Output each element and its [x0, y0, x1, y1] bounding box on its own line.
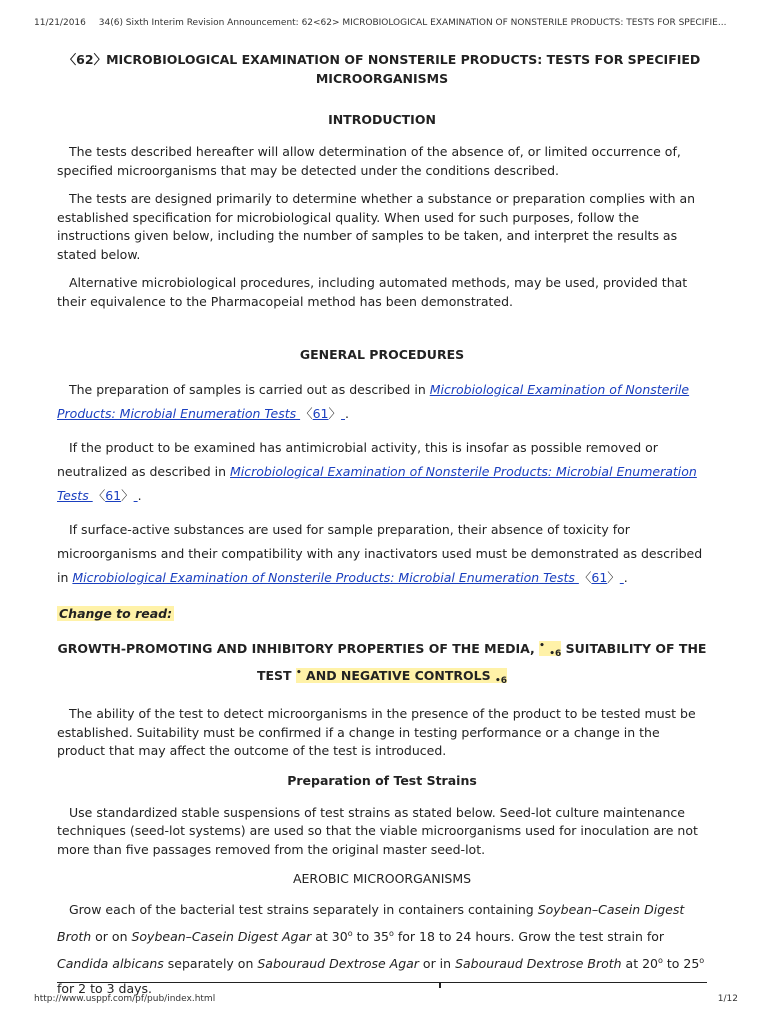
gp-paragraph-1: The preparation of samples is carried out as described in Microbiological Examination of Nonsterile Products: Microbial Enumeration Tests 〈61〉 . [57, 382, 690, 421]
intro-paragraph-3: Alternative microbiological procedures, including automated methods, may be used, provided that their equivalence to the Pharmacopeial method has been demonstrated. [57, 275, 688, 309]
revision-mark-start: • $_{•6}$ [539, 641, 562, 660]
revision-highlight: • AND NEGATIVE CONTROLS $_{•6}$ [295, 668, 507, 687]
page-number: 1/12 [717, 994, 738, 1004]
aerobic-heading: AEROBIC MICROORGANISMS [292, 871, 472, 887]
document-body [57, 50, 707, 1011]
change-to-read-label: Change to read: [59, 606, 173, 621]
print-header [34, 18, 754, 28]
document-title: 〈62〉MICROBIOLOGICAL EXAMINATION OF NONSTERILE PRODUCTS: TESTS FOR SPECIFIED MICROORGANISMS [63, 52, 701, 86]
test-strains-paragraph: Use standardized stable suspensions of test strains as stated below. Seed-lot culture maintenance techniques (seed-lot systems) are used so that the viable microorganisms used for inoculation are not more than five passages removed from the original master seed-lot. [57, 804, 698, 857]
link-chapter-61-2[interactable]: 61 [105, 488, 122, 503]
footer-url: http://www.usppf.com/pf/pub/index.html [34, 994, 216, 1004]
intro-paragraph-1: The tests described hereafter will allow determination of the absence of, or limited occurrence of, specified microorganisms that may be detected under the conditions described. [57, 144, 681, 178]
link-microbial-enumeration-tests-3[interactable]: Microbiological Examination of Nonsterile Products: Microbial Enumeration Tests [72, 570, 579, 585]
test-strains-heading: Preparation of Test Strains [287, 772, 477, 788]
print-title: 34(6) Sixth Interim Revision Announcement: 62<62> MICROBIOLOGICAL EXAMINATION OF NONSTERILE PRODUCTS: TESTS FOR SPECIFIE... [98, 18, 727, 28]
table-column-divider [439, 982, 441, 988]
growth-promoting-heading: GROWTH-PROMOTING AND INHIBITORY PROPERTIES OF THE MEDIA, • $_{•6}$ SUITABILITY OF THE TEST • AND NEGATIVE CONTROLS $_{•6}$ [57, 641, 707, 687]
introduction-heading: INTRODUCTION [328, 112, 436, 127]
gp-paragraph-2: If the product to be examined has antimicrobial activity, this is insofar as possible removed or neutralized as described in Microbiological Examination of Nonsterile Products: Microbial Enumeration Tests 〈61〉 . [57, 440, 697, 503]
gp-paragraph-3: If surface-active substances are used for sample preparation, their absence of toxicity for microorganisms and their compatibility with any inactivators used must be demonstrated as described in Microbiological Examination of Nonsterile Products: Microbial Enumeration Tests 〈61〉 . [57, 522, 703, 585]
link-chapter-61-3[interactable]: 61 [591, 570, 608, 585]
general-procedures-heading: GENERAL PROCEDURES [299, 347, 465, 362]
link-microbial-enumeration-tests-1[interactable]: Microbiological Examination of Nonsterile Products: Microbial Enumeration Tests [57, 382, 690, 421]
table-top-rule [57, 982, 707, 983]
print-date: 11/21/2016 [34, 18, 86, 28]
growth-paragraph-1: The ability of the test to detect microorganisms in the presence of the product to be tested must be established. Suitability must be confirmed if a change in testing performance or a change in the product that may affect the outcome of the test is introduced. [57, 706, 696, 759]
link-microbial-enumeration-tests-2[interactable]: Microbiological Examination of Nonsterile Products: Microbial Enumeration Tests [57, 464, 697, 503]
intro-paragraph-2: The tests are designed primarily to determine whether a substance or preparation complies with an established specification for microbiological quality. When used for such purposes, follow the instructions given below, including the number of samples to be taken, and interpret the results as stated below. [57, 191, 696, 262]
link-chapter-61-1[interactable]: 61 [312, 406, 329, 421]
print-footer [34, 994, 738, 1004]
aerobic-paragraph: Grow each of the bacterial test strains separately in containers containing Soybean–Casein Digest Broth or on Soybean–Casein Digest Agar at 30$^o$ to 35$^o$ for 18 to 24 hours. Grow the test strain for Candida albicans separately on Sabouraud Dextrose Agar or in Sabouraud Dextrose Broth at 20$^o$ to 25$^o$ for 2 to 3 days. [57, 902, 705, 996]
